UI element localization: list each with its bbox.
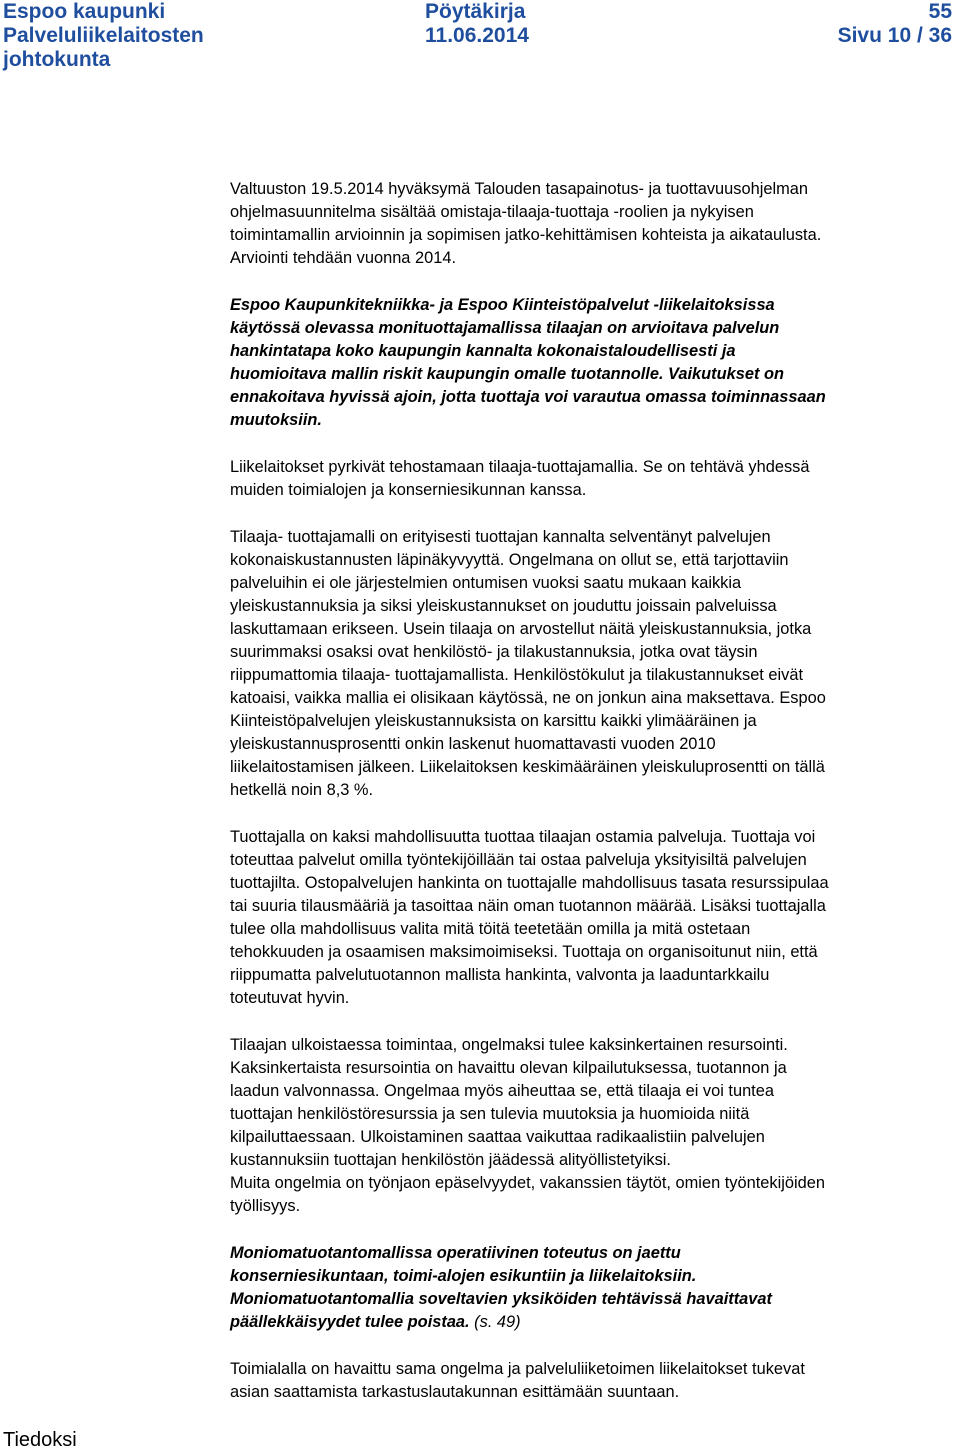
document-type: Pöytäkirja (425, 0, 526, 23)
text-line: Espoo Kaupunkitekniikka- ja Espoo Kiinteistöpalvelut -liikelaitoksissa (230, 296, 775, 314)
text-line: ennakoitava hyvissä ajoin, jotta tuottaja voi varautua omassa toiminnassaan (230, 388, 826, 406)
text-line: liikelaitostamisen jälkeen. Liikelaitoksen keskimääräinen yleiskuluprosentti on tällä (230, 758, 825, 776)
meeting-date: 11.06.2014 (425, 24, 529, 47)
text-line: Tilaajan ulkoistaessa toimintaa, ongelmaksi tulee kaksinkertainen resursointi. (230, 1036, 788, 1054)
text-line: muutoksiin. (230, 411, 322, 429)
text-line: laskuttamaan erikseen. Usein tilaaja on arvostellut näitä yleiskustannuksia, jotka (230, 620, 812, 638)
text-line: tuottajilta. Ostopalvelujen hankinta on tuottajalle mahdollisuus tasata resurssipulaa (230, 874, 829, 892)
text-line: Arviointi tehdään vuonna 2014. (230, 249, 456, 267)
paragraph-8 (230, 1358, 960, 1404)
text-line: Kiinteistöpalvelujen yleiskustannuksista on karsittu kaikki ylimääräinen ja (230, 712, 757, 730)
text-line: tulee olla mahdollisuus valita mitä töitä teetetään omilla ja mitä ostetaan (230, 920, 751, 938)
text-line: tai suuria tilausmääriä ja tasoittaa näin oman tuotannon määrää. Lisäksi tuottajalla (230, 897, 826, 915)
text-line: riippumattomia tilaaja- tuottajamallista. Henkilöstökulut ja tilakustannukset eivät (230, 666, 804, 684)
text-line: Liikelaitokset pyrkivät tehostamaan tilaaja-tuottajamallia. Se on tehtävä yhdessä (230, 458, 810, 476)
text-line: toteuttaa palvelut omilla työntekijöillään tai ostaa palveluja yksityisiltä palvelujen (230, 851, 807, 869)
text-line: Tuottajalla on kaksi mahdollisuutta tuottaa tilaajan ostamia palveluja. Tuottaja voi (230, 828, 816, 846)
text-line: Moniomatuotantomallia soveltavien yksiköiden tehtävissä havaittavat (230, 1290, 772, 1308)
text-line: tuottajan henkilöstöresurssia ja sen tulevia muutoksia ja huomioida niitä (230, 1105, 750, 1123)
distribution-label: Tiedoksi (3, 1429, 77, 1451)
text-line: toimintamallin arvioinnin ja sopimisen jatko-kehittämisen kohteista ja aikataulusta. (230, 226, 822, 244)
text-bold-segment: päällekkäisyydet tulee poistaa. (230, 1313, 470, 1331)
text-line: Muita ongelmia on työnjaon epäselvyydet, vakanssien täytöt, omien työntekijöiden (230, 1174, 825, 1192)
text-line: Moniomatuotantomallissa operatiivinen toteutus on jaettu (230, 1244, 681, 1262)
paragraph-4 (230, 526, 960, 802)
text-line: hetkellä noin 8,3 %. (230, 781, 374, 799)
text-line: palveluihin ei ole järjestelmien ontumisen vuoksi saatu mukaan kaikkia (230, 574, 742, 592)
paragraph-5 (230, 826, 960, 1010)
paragraph-1 (230, 178, 960, 270)
text-line: yleiskustannuksia ja siksi yleiskustannukset on jouduttu joissain palveluissa (230, 597, 777, 615)
paragraph-3 (230, 456, 960, 502)
text-line: kilpailuttaessaan. Ulkoistaminen saattaa vaikuttaa radikaalistiin palvelujen (230, 1128, 765, 1146)
paragraph-7-emphasis (230, 1242, 960, 1334)
text-line: konserniesikuntaan, toimi-alojen esikuntiin ja liikelaitoksiin. (230, 1267, 697, 1285)
page-reference: (s. 49) (469, 1313, 521, 1331)
text-line (230, 1311, 960, 1334)
text-line: Tilaaja- tuottajamalli on erityisesti tuottajan kannalta selventänyt palvelujen (230, 528, 771, 546)
text-line: Kaksinkertaista resursointia on havaittu olevan kilpailutuksessa, tuotannon ja (230, 1059, 787, 1077)
text-line: toteutuvat hyvin. (230, 989, 350, 1007)
text-line: ohjelmasuunnitelma sisältää omistaja-tilaaja-tuottaja -roolien ja nykyisen (230, 203, 754, 221)
body-name-line1: Palveluliikelaitosten (3, 24, 204, 47)
text-line: Toimialalla on havaittu sama ongelma ja palveluliiketoimen liikelaitokset tukevat (230, 1360, 805, 1378)
section-number: 55 (928, 0, 952, 23)
text-line: suurimmaksi osaksi ovat henkilöstö- ja tilakustannuksia, jotka ovat täysin (230, 643, 758, 661)
text-line: Valtuuston 19.5.2014 hyväksymä Talouden tasapainotus- ja tuottavuusohjelman (230, 180, 809, 198)
text-line: muiden toimialojen ja konserniesikunnan kanssa. (230, 481, 587, 499)
text-line: kokonaiskustannusten läpinäkyvyyttä. Ongelmana on ollut se, että tarjottaviin (230, 551, 789, 569)
page-number: Sivu 10 / 36 (837, 24, 952, 47)
text-line: yleiskustannusprosentti onkin laskenut huomattavasti vuoden 2010 (230, 735, 716, 753)
text-line: työllisyys. (230, 1197, 301, 1215)
text-line: kustannuksiin tuottajan henkilöstön jäädessä alityöllistetyiksi. (230, 1151, 671, 1169)
document-body (230, 178, 960, 1428)
text-line: asian saattamista tarkastuslautakunnan esittämään suuntaan. (230, 1383, 680, 1401)
text-line: huomioitava mallin riskit kaupungin omalle tuotannolle. Vaikutukset on (230, 365, 785, 383)
text-line: tehokkuuden ja osaamisen maksimoimiseksi. Tuottaja on organisoitunut niin, että (230, 943, 818, 961)
text-line: käytössä olevassa monituottajamallissa tilaajan on arvioitava palvelun (230, 319, 780, 337)
paragraph-6 (230, 1034, 960, 1218)
text-line: hankintatapa koko kaupungin kannalta kokonaistaloudellisesti ja (230, 342, 736, 360)
text-line: laadun valvonnassa. Ongelmaa myös aiheuttaa se, että tilaaja ei voi tuntea (230, 1082, 774, 1100)
org-name: Espoo kaupunki (3, 0, 166, 23)
body-name-line2: johtokunta (3, 48, 111, 71)
paragraph-2-emphasis (230, 294, 960, 432)
text-line: riippumatta palvelutuotannon mallista hankinta, valvonta ja laaduntarkkailu (230, 966, 770, 984)
text-line: katoaisi, vaikka mallia ei olisikaan käytössä, ne on jonkun aina maksettava. Espoo (230, 689, 826, 707)
